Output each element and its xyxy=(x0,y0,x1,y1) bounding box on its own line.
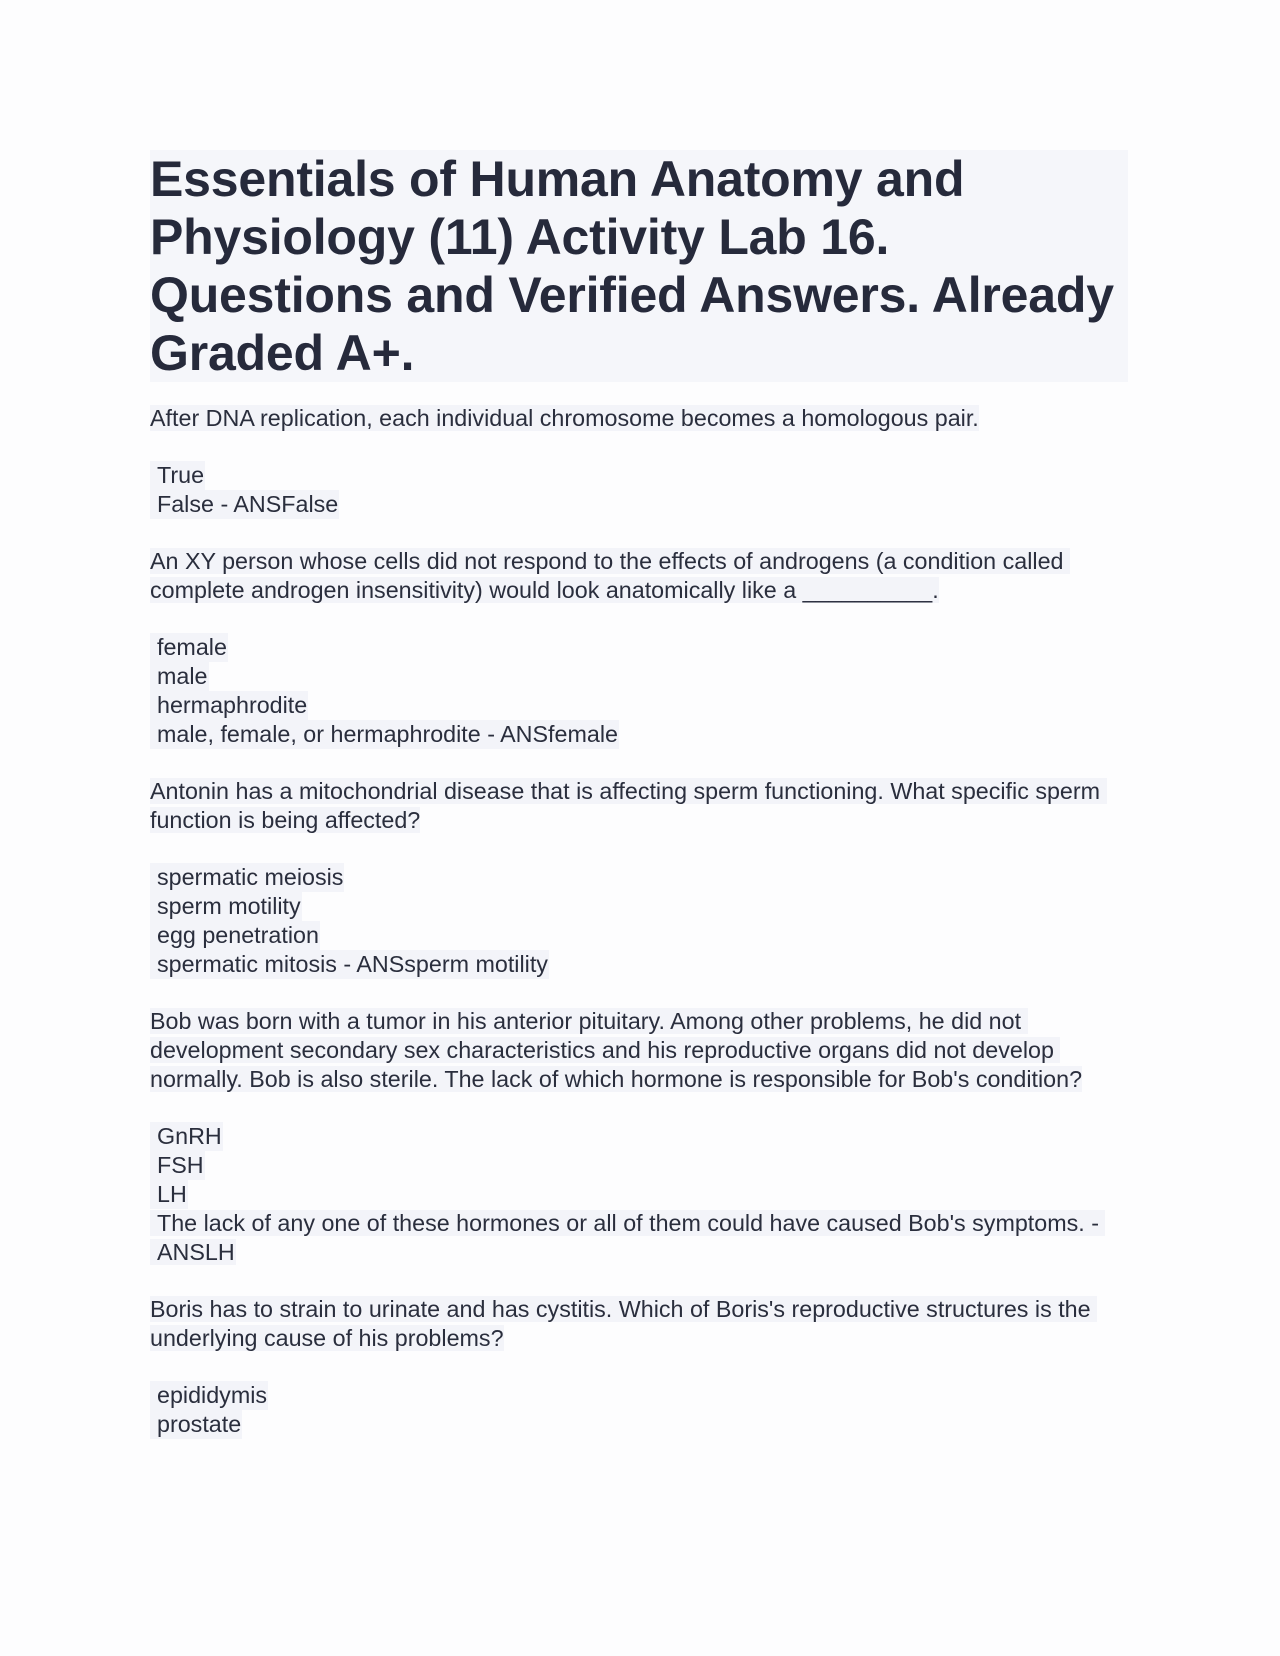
option-with-answer: spermatic mitosis - ANSsperm motility xyxy=(150,950,549,979)
option: egg penetration xyxy=(150,921,320,950)
question-3 xyxy=(150,777,1128,835)
question-text: After DNA replication, each individual chromosome becomes a homologous pair. xyxy=(150,405,979,431)
option: LH xyxy=(150,1180,188,1209)
document-title: Essentials of Human Anatomy and Physiology (11) Activity Lab 16. Questions and Verified Answers. Already Graded A+. xyxy=(150,150,1128,382)
option: FSH xyxy=(150,1151,205,1180)
option-wrap xyxy=(150,1209,1128,1267)
question-4 xyxy=(150,1007,1128,1094)
question-4-options xyxy=(150,1122,1128,1267)
option: GnRH xyxy=(150,1122,223,1151)
option: epididymis xyxy=(150,1381,268,1410)
question-text: An XY person whose cells did not respond to the effects of androgens (a condition called complete androgen insensitivity) would look anatomically like a __________. xyxy=(150,548,1070,603)
question-text: Boris has to strain to urinate and has cystitis. Which of Boris's reproductive structures is the underlying cause of his problems? xyxy=(150,1296,1098,1351)
option: spermatic meiosis xyxy=(150,863,344,892)
document-page xyxy=(150,150,1128,1467)
option: hermaphrodite xyxy=(150,691,308,720)
question-1-options xyxy=(150,461,1128,519)
question-5-options xyxy=(150,1381,1128,1439)
option-with-answer: male, female, or hermaphrodite - ANSfemale xyxy=(150,720,619,749)
option-with-answer: The lack of any one of these hormones or all of them could have caused Bob's symptoms. - ANSLH xyxy=(150,1210,1105,1265)
question-2 xyxy=(150,547,1128,605)
option-with-answer: False - ANSFalse xyxy=(150,490,339,519)
question-5 xyxy=(150,1295,1128,1353)
question-2-options xyxy=(150,633,1128,749)
option: sperm motility xyxy=(150,892,302,921)
question-text: Antonin has a mitochondrial disease that is affecting sperm functioning. What specific sperm function is being affected? xyxy=(150,778,1107,833)
option: male xyxy=(150,662,209,691)
option: True xyxy=(150,461,205,490)
question-1 xyxy=(150,404,1128,433)
question-text: Bob was born with a tumor in his anterior pituitary. Among other problems, he did not development secondary sex characteristics and his reproductive organs did not develop normally. Bob is also sterile. The lack of which hormone is responsible for Bob's condition? xyxy=(150,1008,1083,1092)
option: prostate xyxy=(150,1410,242,1439)
question-3-options xyxy=(150,863,1128,979)
option: female xyxy=(150,633,228,662)
